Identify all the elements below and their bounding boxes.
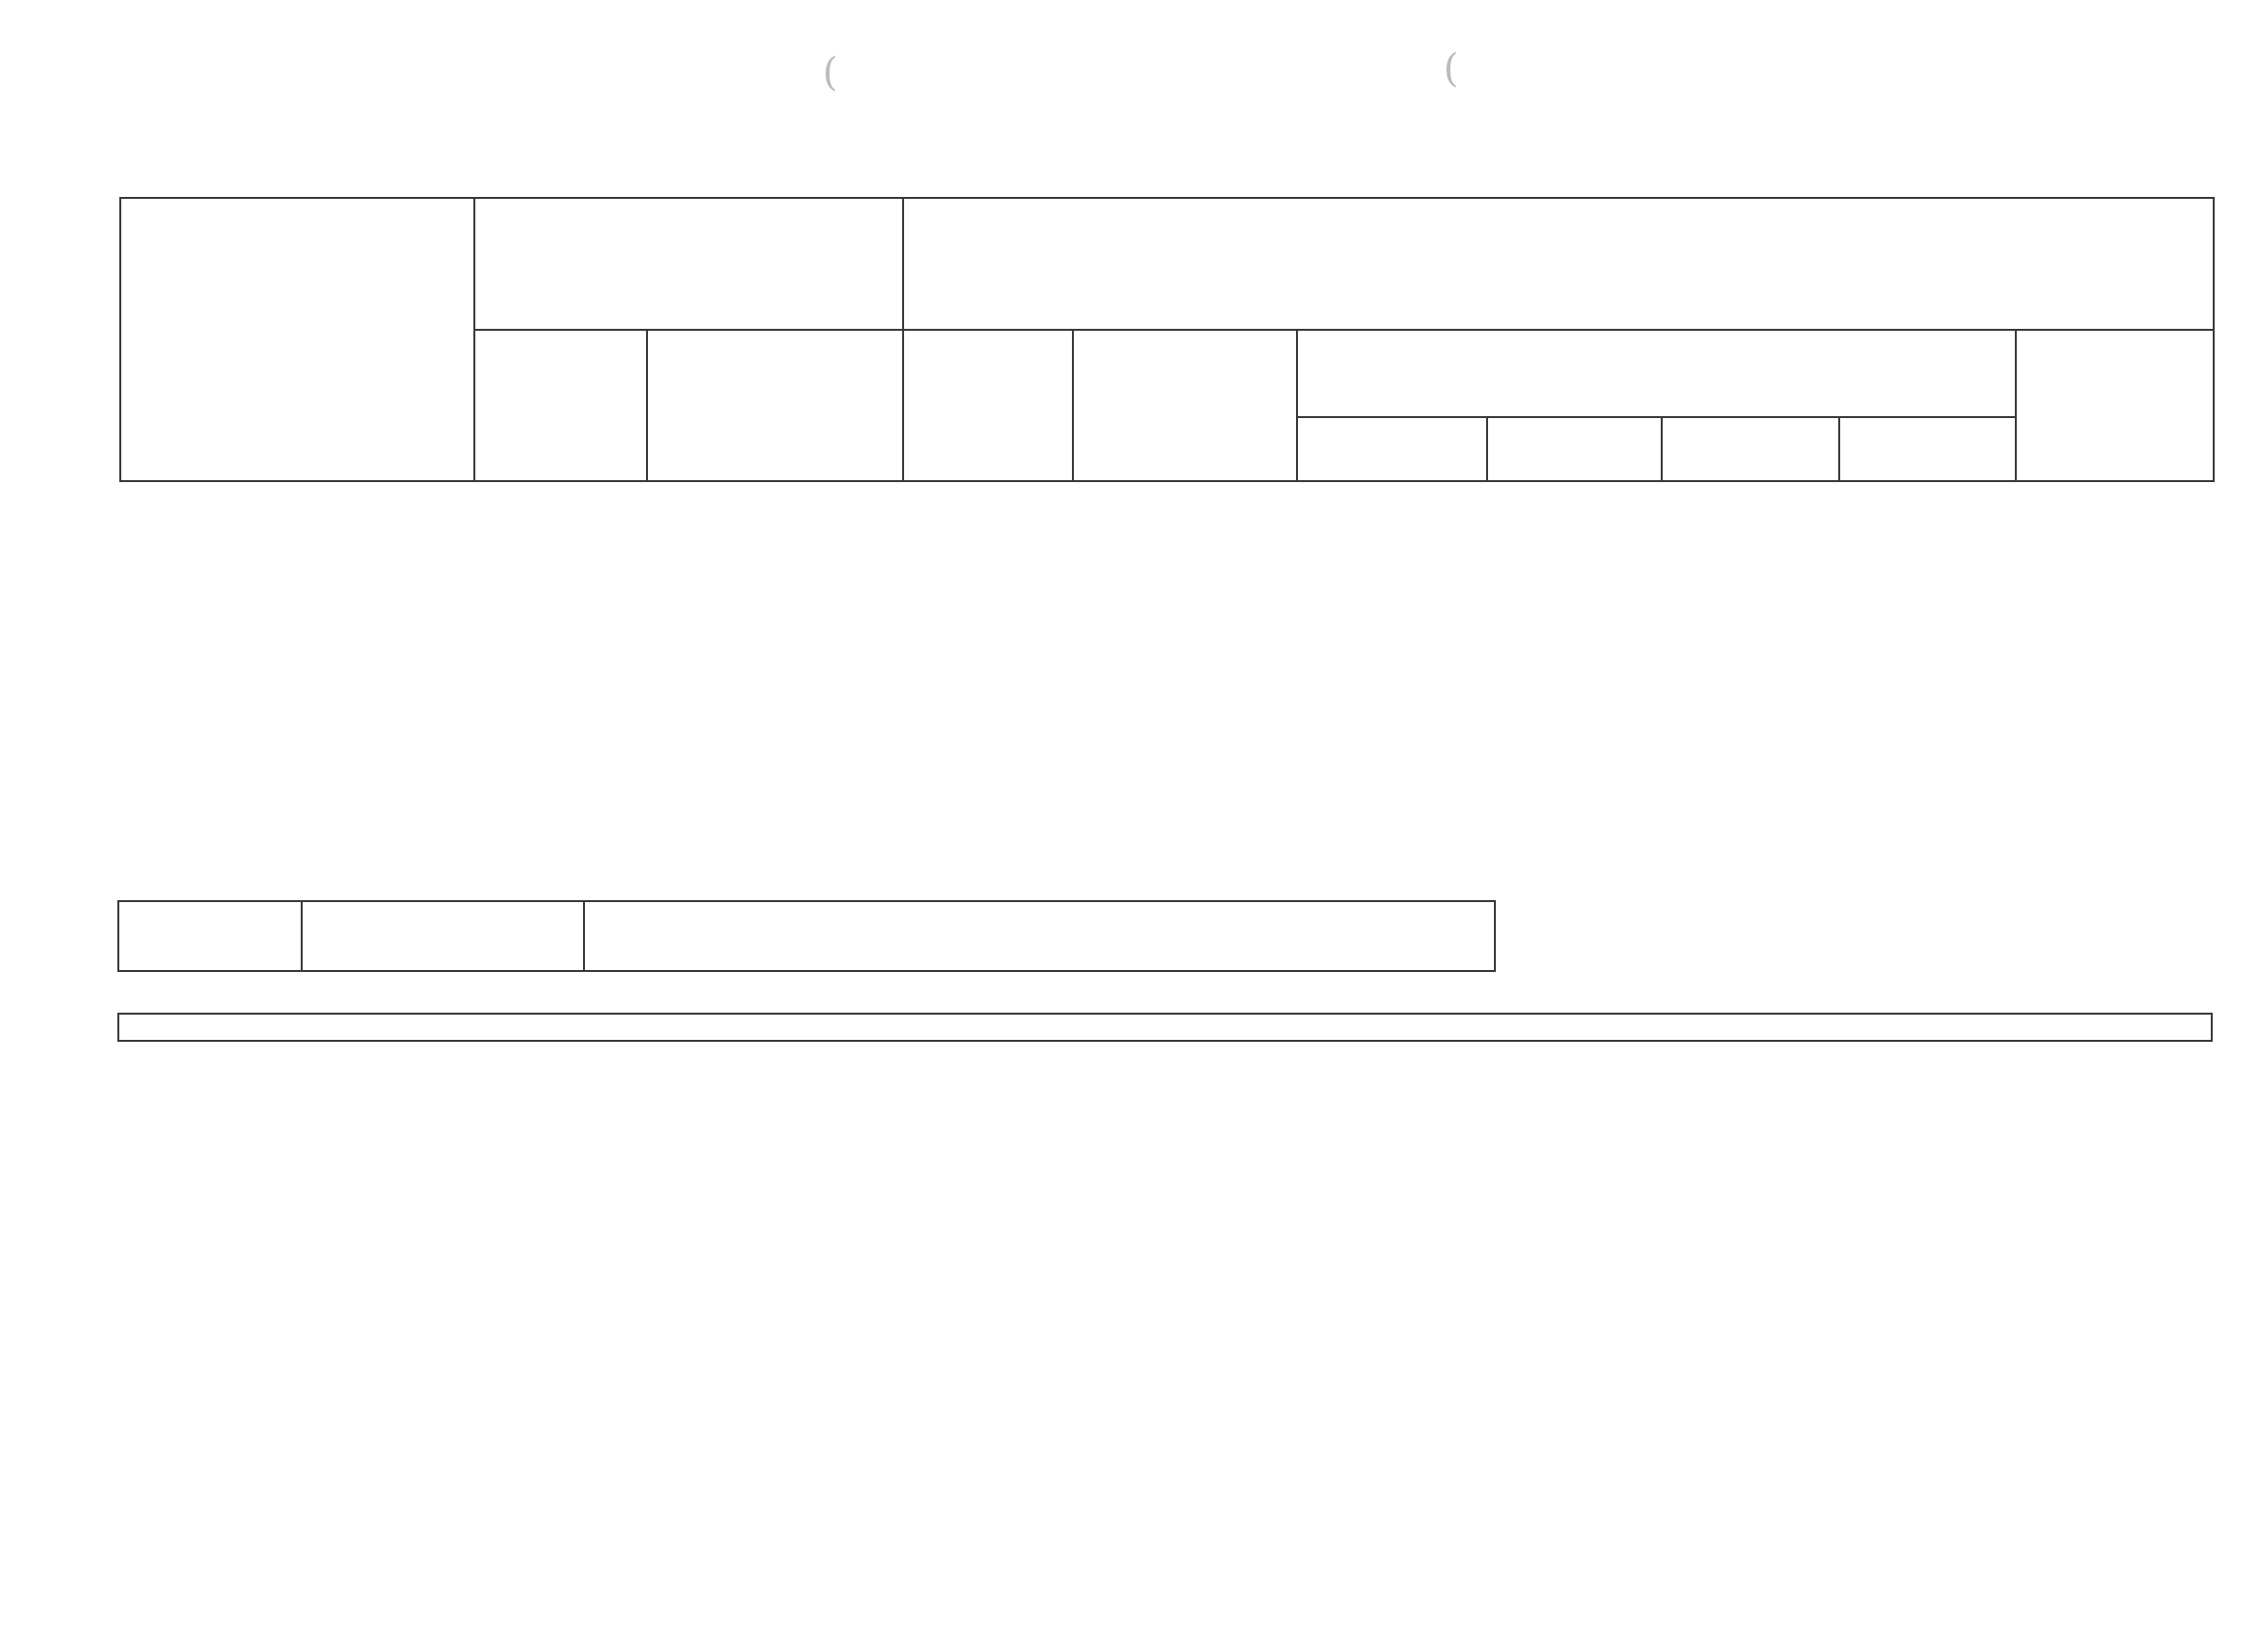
header-sub [1297, 417, 1487, 481]
workplace-table [117, 900, 2213, 1042]
header-class2 [1073, 330, 1297, 481]
header-sub [1839, 417, 2016, 481]
pen-mark: ( [823, 50, 838, 95]
section-label [118, 1014, 2212, 1041]
header-profession [302, 901, 584, 971]
header-name [120, 198, 474, 481]
header-class1 [903, 330, 1073, 481]
summary-table [119, 197, 2215, 522]
header-total [474, 330, 647, 481]
header-class4 [2016, 330, 2214, 481]
header-class3 [1297, 330, 2016, 417]
header-group1 [474, 198, 903, 330]
header-id [118, 901, 302, 971]
header-classes [584, 901, 1494, 971]
header-assessed [647, 330, 903, 481]
header-sub [1662, 417, 1839, 481]
header-sub [1487, 417, 1662, 481]
pen-mark: ( [1443, 47, 1459, 91]
header-group2 [903, 198, 2214, 330]
